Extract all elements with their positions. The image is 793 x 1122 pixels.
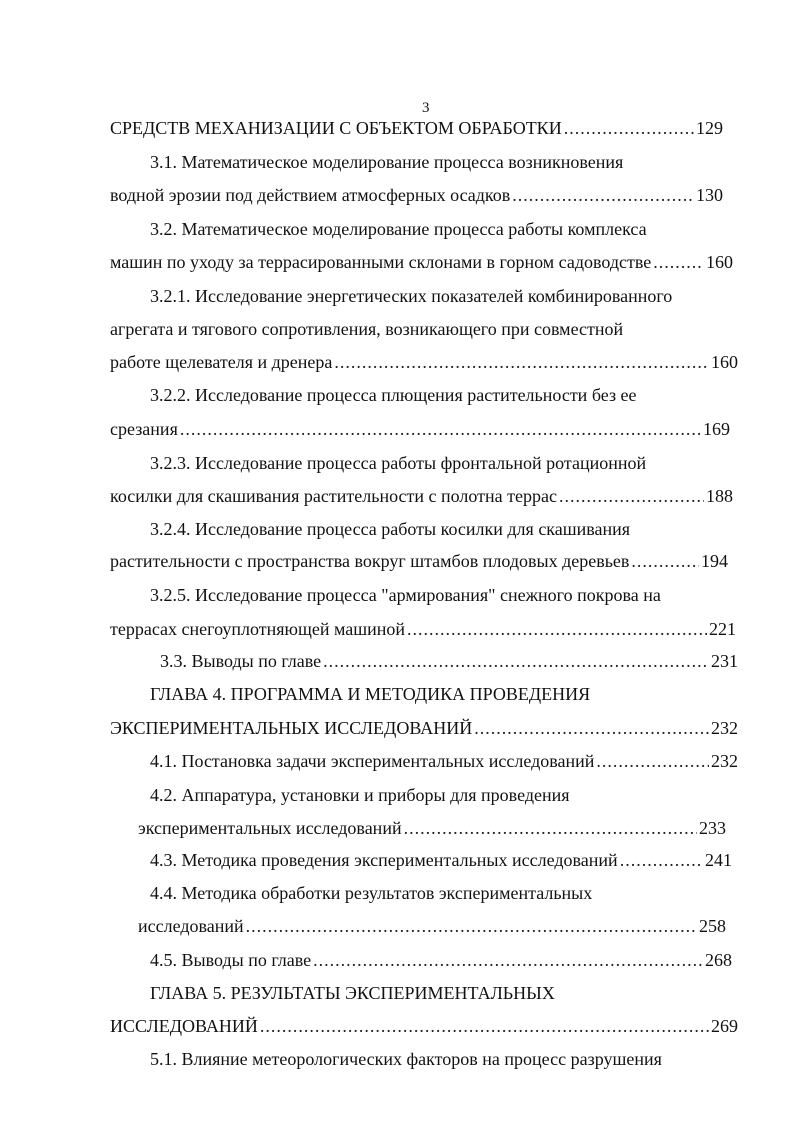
toc-entry-line: 3.2. Математическое моделирование процесса работы комплекса (150, 219, 647, 239)
toc-entry (110, 350, 738, 374)
toc-page-number: 232 (711, 718, 738, 738)
toc-page-number: 129 (696, 118, 723, 138)
toc-entry-line: 3.2.3. Исследование процесса работы фронтальной ротационной (150, 453, 647, 473)
dot-leader (474, 716, 709, 740)
toc-entry (160, 649, 738, 673)
toc-entry-title: исследований (138, 916, 244, 936)
dot-leader (596, 749, 709, 773)
toc-page-number: 188 (706, 486, 733, 506)
toc-entry-title: террасах снегоуплотняющей машиной (110, 619, 406, 639)
dot-leader (404, 816, 697, 840)
dot-leader (653, 250, 704, 274)
toc-page-number: 231 (711, 651, 738, 671)
dot-leader (559, 484, 704, 508)
toc-entry (110, 716, 738, 740)
dot-leader (260, 1014, 709, 1038)
toc-entry-title: ЭКСПЕРИМЕНТАЛЬНЫХ ИССЛЕДОВАНИЙ (110, 718, 473, 738)
toc-page-number: 160 (706, 252, 733, 272)
toc-entry-line: 3.1. Математическое моделирование процесса возникновения (150, 152, 624, 172)
toc-entry-title: 3.3. Выводы по главе (160, 651, 322, 671)
dot-leader (620, 848, 703, 872)
toc-entry-line: 3.2.4. Исследование процесса работы косилки для скашивания (150, 519, 631, 539)
toc-entry (138, 816, 726, 840)
toc-entry (110, 116, 723, 140)
toc-entry-line: 3.2.1. Исследование энергетических показателей комбинированного (150, 286, 673, 306)
dot-leader (631, 549, 699, 573)
toc-entry-title: ИССЛЕДОВАНИЙ (110, 1016, 258, 1036)
toc-entry (110, 617, 736, 641)
toc-entry (150, 749, 738, 773)
toc-entry-title: 4.1. Постановка задачи экспериментальных исследований (150, 751, 595, 771)
page-number: 3 (422, 100, 430, 116)
toc-entry-title: машин по уходу за террасированными склонами в горном садоводстве (110, 252, 652, 272)
toc-page-number: 241 (705, 850, 732, 870)
toc-page-number: 130 (696, 185, 723, 205)
toc-entry-line: 4.4. Методика обработки результатов экспериментальных (150, 883, 593, 903)
toc-entry-line: агрегата и тягового сопротивления, возникающего при совместной (110, 319, 624, 339)
toc-entry-line: ГЛАВА 5. РЕЗУЛЬТАТЫ ЭКСПЕРИМЕНТАЛЬНЫХ (150, 983, 555, 1003)
toc-page-number: 258 (699, 916, 726, 936)
dot-leader (407, 617, 707, 641)
toc-entry-title: экспериментальных исследований (138, 818, 402, 838)
dot-leader (323, 649, 709, 673)
toc-entry (110, 484, 733, 508)
toc-entry (110, 549, 728, 573)
toc-entry-line: 3.2.5. Исследование процесса "армирования" снежного покрова на (150, 585, 661, 605)
toc-entry-title: 4.5. Выводы по главе (150, 950, 312, 970)
dot-leader (246, 914, 697, 938)
toc-page-number: 233 (699, 818, 726, 838)
toc-entry-title: срезания (110, 419, 178, 439)
toc-page-number: 268 (705, 950, 732, 970)
toc-entry (110, 250, 733, 274)
toc-entry (150, 848, 732, 872)
toc-entry (110, 1014, 738, 1038)
toc-entry-title: СРЕДСТВ МЕХАНИЗАЦИИ С ОБЪЕКТОМ ОБРАБОТКИ (110, 118, 562, 138)
toc-page-number: 169 (703, 419, 730, 439)
toc-entry-title: водной эрозии под действием атмосферных осадков (110, 185, 511, 205)
toc-entry (138, 914, 726, 938)
toc-page-number: 221 (709, 619, 736, 639)
toc-entry-title: работе щелевателя и дренера (110, 352, 333, 372)
toc-entry-title: косилки для скашивания растительности с полотна террас (110, 486, 557, 506)
dot-leader (512, 183, 694, 207)
toc-entry-line: 4.2. Аппаратура, установки и приборы для проведения (150, 785, 570, 805)
toc-entry-line: 3.2.2. Исследование процесса плющения растительности без ее (150, 385, 637, 405)
toc-entry-line: 5.1. Влияние метеорологических факторов на процесс разрушения (150, 1049, 662, 1069)
toc-page-number: 194 (701, 551, 728, 571)
dot-leader (564, 116, 694, 140)
toc-page-number: 160 (711, 352, 738, 372)
toc-entry-line: ГЛАВА 4. ПРОГРАММА И МЕТОДИКА ПРОВЕДЕНИЯ (150, 684, 591, 704)
toc-entry-title: 4.3. Методика проведения экспериментальных исследований (150, 850, 618, 870)
toc-entry-title: растительности с пространства вокруг штамбов плодовых деревьев (110, 551, 630, 571)
toc-entry (150, 948, 732, 972)
dot-leader (313, 948, 703, 972)
toc-page-number: 269 (711, 1016, 738, 1036)
dot-leader (334, 350, 709, 374)
dot-leader (180, 417, 701, 441)
toc-entry (110, 183, 723, 207)
toc-page-number: 232 (711, 751, 738, 771)
toc-entry (110, 417, 730, 441)
